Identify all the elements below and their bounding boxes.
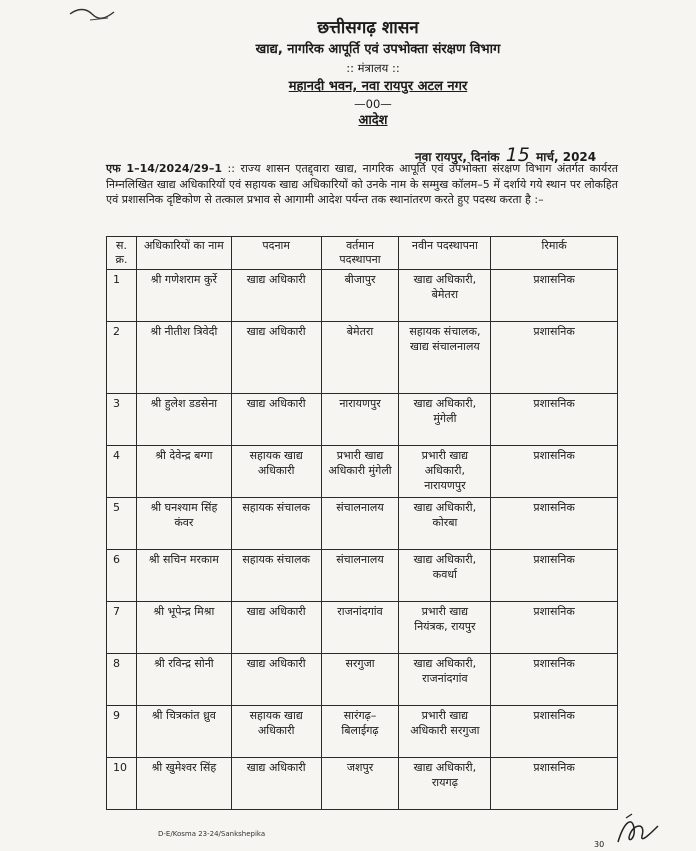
- cell-name: श्री चित्रकांत ध्रुव: [136, 706, 231, 758]
- separator-mark: —00—: [354, 97, 392, 111]
- cell-post: सहायक खाद्य अधिकारी: [231, 706, 321, 758]
- cell-remark: प्रशासनिक: [491, 758, 618, 810]
- cell-serial: 4: [107, 446, 137, 498]
- cell-current: जशपुर: [321, 758, 399, 810]
- table-row: [107, 270, 618, 322]
- date-place: नवा रायपुर, दिनांक: [415, 150, 500, 164]
- table-row: [107, 498, 618, 550]
- office-address: महानदी भवन, नवा रायपुर अटल नगर: [288, 79, 468, 94]
- cell-new: सहायक संचालक, खाद्य संचालनालय: [399, 322, 491, 394]
- cell-new: खाद्य अधिकारी, बेमेतरा: [399, 270, 491, 322]
- signature-mark: [612, 812, 662, 848]
- cell-name: श्री खुमेश्वर सिंह: [136, 758, 231, 810]
- cell-current: संचालनालय: [321, 498, 399, 550]
- cell-serial: 6: [107, 550, 137, 602]
- cell-current: सरगुजा: [321, 654, 399, 706]
- cell-name: श्री हुलेश डडसेना: [136, 394, 231, 446]
- government-name: छत्तीसगढ़ शासन: [317, 18, 419, 38]
- cell-new: खाद्य अधिकारी, कोरबा: [399, 498, 491, 550]
- letterhead: [0, 16, 696, 131]
- cell-post: सहायक संचालक: [231, 550, 321, 602]
- cell-current: बीजापुर: [321, 270, 399, 322]
- cell-serial: 8: [107, 654, 137, 706]
- table-row: [107, 322, 618, 394]
- cell-serial: 2: [107, 322, 137, 394]
- header-designation: पदनाम: [231, 237, 321, 270]
- department-name: खाद्य, नागरिक आपूर्ति एवं उपभोक्ता संरक्षण विभाग: [255, 42, 501, 57]
- file-code: D-E/Kosma 23-24/Sankshepika: [158, 830, 266, 838]
- cell-remark: प्रशासनिक: [491, 270, 618, 322]
- cell-name: श्री नीतीश त्रिवेदी: [136, 322, 231, 394]
- cell-serial: 7: [107, 602, 137, 654]
- cell-current: राजनांदगांव: [321, 602, 399, 654]
- cell-name: श्री सचिन मरकाम: [136, 550, 231, 602]
- cell-name: श्री गणेशराम कुर्रे: [136, 270, 231, 322]
- header-serial: स. क्र.: [107, 237, 137, 270]
- cell-serial: 1: [107, 270, 137, 322]
- table-row: [107, 550, 618, 602]
- cell-new: प्रभारी खाद्य नियंत्रक, रायपुर: [399, 602, 491, 654]
- order-title: आदेश: [358, 113, 388, 128]
- cell-serial: 3: [107, 394, 137, 446]
- cell-name: श्री भूपेन्द्र मिश्रा: [136, 602, 231, 654]
- date-day: 15: [505, 144, 530, 166]
- table-row: [107, 394, 618, 446]
- date-month-year: मार्च, 2024: [536, 150, 597, 164]
- cell-new: प्रभारी खाद्य अधिकारी सरगुजा: [399, 706, 491, 758]
- table-header-row: [107, 237, 618, 270]
- reference-number: एफ 1–14/2024/29–1: [106, 162, 222, 175]
- page-number: 30: [594, 840, 605, 849]
- cell-post: सहायक खाद्य अधिकारी: [231, 446, 321, 498]
- cell-remark: प्रशासनिक: [491, 706, 618, 758]
- cell-new: खाद्य अधिकारी, मुंगेली: [399, 394, 491, 446]
- cell-remark: प्रशासनिक: [491, 498, 618, 550]
- cell-remark: प्रशासनिक: [491, 394, 618, 446]
- header-remark: रिमार्क: [491, 237, 618, 270]
- cell-name: श्री घनश्याम सिंह कंवर: [136, 498, 231, 550]
- cell-post: खाद्य अधिकारी: [231, 654, 321, 706]
- cell-post: खाद्य अधिकारी: [231, 602, 321, 654]
- cell-name: श्री देवेन्द्र बग्गा: [136, 446, 231, 498]
- table-row: [107, 446, 618, 498]
- ministry-label: :: मंत्रालय ::: [346, 61, 400, 75]
- table-row: [107, 758, 618, 810]
- cell-remark: प्रशासनिक: [491, 654, 618, 706]
- cell-post: सहायक संचालक: [231, 498, 321, 550]
- header-officer-name: अधिकारियों का नाम: [136, 237, 231, 270]
- cell-new: खाद्य अधिकारी, राजनांदगांव: [399, 654, 491, 706]
- table-row: [107, 654, 618, 706]
- cell-remark: प्रशासनिक: [491, 322, 618, 394]
- header-new-posting: नवीन पदस्थापना: [399, 237, 491, 270]
- cell-current: बेमेतरा: [321, 322, 399, 394]
- cell-current: प्रभारी खाद्य अधिकारी मुंगेली: [321, 446, 399, 498]
- order-text: :: राज्य शासन एतद्द्वारा खाद्य, नागरिक आपूर्ति एवं उपभोक्ता संरक्षण विभाग अंतर्गत कार्यरत निम्नलिखित खाद्य अधिकारियों एवं सहायक खाद्य अधिकारियों को उनके नाम के सम्मुख कॉलम–5 में दर्शाये गये स्थान पर लोकहित एवं प्रशासनिक दृष्टिकोण से तत्काल प्रभाव से आगामी आदेश पर्यन्त तक स्थानांतरण करते हुए पदस्थ करता है :–: [106, 162, 619, 206]
- table-row: [107, 706, 618, 758]
- transfer-table: [106, 236, 618, 810]
- cell-post: खाद्य अधिकारी: [231, 758, 321, 810]
- cell-new: प्रभारी खाद्य अधिकारी, नारायणपुर: [399, 446, 491, 498]
- cell-post: खाद्य अधिकारी: [231, 394, 321, 446]
- cell-post: खाद्य अधिकारी: [231, 270, 321, 322]
- cell-current: सारंगढ़– बिलाईगढ़: [321, 706, 399, 758]
- cell-remark: प्रशासनिक: [491, 446, 618, 498]
- cell-remark: प्रशासनिक: [491, 550, 618, 602]
- cell-serial: 9: [107, 706, 137, 758]
- cell-current: नारायणपुर: [321, 394, 399, 446]
- cell-name: श्री रविन्द्र सोनी: [136, 654, 231, 706]
- cell-remark: प्रशासनिक: [491, 602, 618, 654]
- cell-post: खाद्य अधिकारी: [231, 322, 321, 394]
- cell-new: खाद्य अधिकारी, कवर्धा: [399, 550, 491, 602]
- order-paragraph: [106, 161, 618, 208]
- cell-serial: 10: [107, 758, 137, 810]
- cell-current: संचालनालय: [321, 550, 399, 602]
- header-current-posting: वर्तमान पदस्थापना: [321, 237, 399, 270]
- table-row: [107, 602, 618, 654]
- cell-serial: 5: [107, 498, 137, 550]
- cell-new: खाद्य अधिकारी, रायगढ़: [399, 758, 491, 810]
